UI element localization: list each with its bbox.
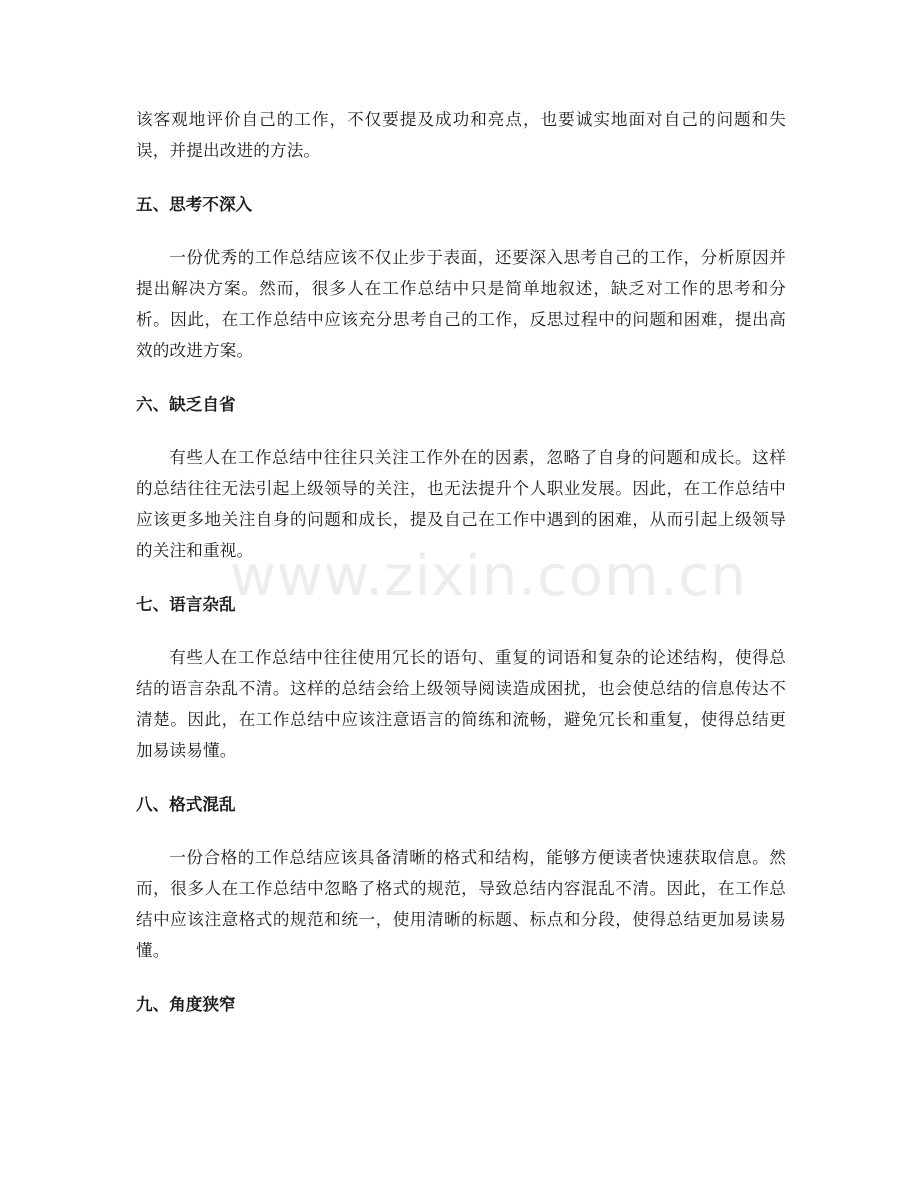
section-paragraph-7: 有些人在工作总结中往往使用冗长的语句、重复的词语和复杂的论述结构，使得总结的语言杂乱不清。这样的总结会给上级领导阅读造成困扰，也会使总结的信息传达不清楚。因此，在工作总结中应该注意语言的简练和流畅，避免冗长和重复，使得总结更加易读易懂。 bbox=[136, 648, 786, 760]
section-heading-5: 五、思考不深入 bbox=[136, 195, 253, 214]
watermark-text: www.zixin.com.cn bbox=[230, 544, 747, 609]
document-body bbox=[136, 104, 786, 1020]
section-heading-7: 七、语言杂乱 bbox=[136, 595, 236, 614]
section-heading-8: 八、格式混乱 bbox=[136, 795, 236, 814]
section-paragraph-8: 一份合格的工作总结应该具备清晰的格式和结构，能够方便读者快速获取信息。然而，很多人在工作总结中忽略了格式的规范，导致总结内容混乱不清。因此，在工作总结中应该注意格式的规范和统一，使用清晰的标题、标点和分段，使得总结更加易读易懂。 bbox=[136, 848, 786, 960]
section-paragraph-6: 有些人在工作总结中往往只关注工作外在的因素，忽略了自身的问题和成长。这样的总结往往无法引起上级领导的关注，也无法提升个人职业发展。因此，在工作总结中应该更多地关注自身的问题和成长，提及自己在工作中遇到的困难，从而引起上级领导的关注和重视。 bbox=[136, 448, 786, 560]
section-heading-6: 六、缺乏自省 bbox=[136, 395, 236, 414]
section-heading-9: 九、角度狭窄 bbox=[136, 995, 236, 1014]
paragraph-continued: 该客观地评价自己的工作，不仅要提及成功和亮点，也要诚实地面对自己的问题和失误，并提出改进的方法。 bbox=[136, 110, 786, 160]
section-paragraph-5: 一份优秀的工作总结应该不仅止步于表面，还要深入思考自己的工作，分析原因并提出解决方案。然而，很多人在工作总结中只是简单地叙述，缺乏对工作的思考和分析。因此，在工作总结中应该充分思考自己的工作，反思过程中的问题和困难，提出高效的改进方案。 bbox=[136, 248, 786, 360]
